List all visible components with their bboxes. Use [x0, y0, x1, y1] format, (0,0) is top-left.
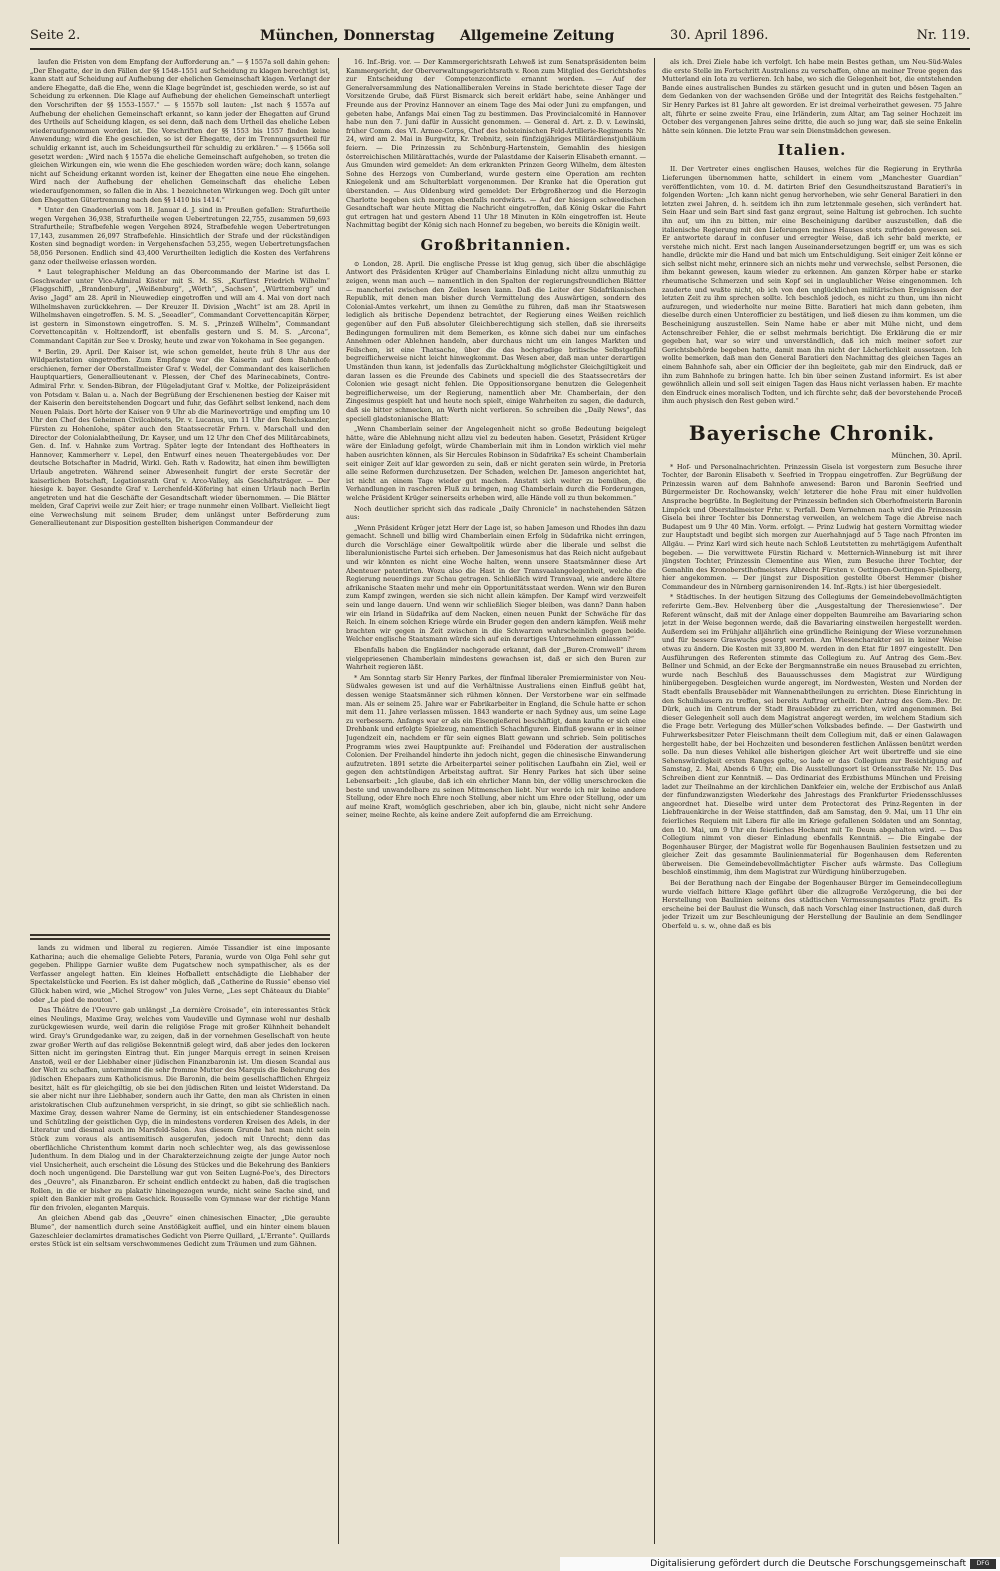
city-day: München, Donnerstag: [260, 28, 435, 44]
paragraph: * Unter den Gnadenerlaß vom 18. Januar d. J. sind in Preußen gefallen: Strafurtheile wegen Vergehen 36,938, Strafurtheile wegen Uebertretungen 22,755, zusammen 59,693 Strafurtheile; Strafbefehle wegen Vergehen 8924, Strafbefehle wegen Uebertretungen 17,143, zusammen 26,097 Strafbefehle. Hinsichtlich der Strafe und der rückständigen Kosten sind begnadigt worden: in Vergehensfachen 53,255, wegen Uebertretungsfachen 58,056 Personen. Endlich sind 43,400 Verurtheilten lediglich die Kosten des Verfahrens ganz oder theilweise erlassen worden.: [30, 206, 330, 266]
page-number: Seite 2.: [30, 28, 81, 43]
digitization-credit: [560, 1557, 1000, 1571]
paper-name: Allgemeine Zeitung: [460, 28, 615, 44]
column-1: [30, 58, 330, 928]
feuilleton-divider: [30, 938, 330, 940]
paragraph: „Wenn Präsident Krüger jetzt Herr der Lage ist, so haben Jameson und Rhodes ihn dazu gemacht. Schnell und billig wird Chamberlain einen Erfolg in Südafrika nicht erringen, durch die Vorschläge einer Gewaltpolitik würde aber die liberale und selbst die liberalunionistische Partei sich erheben. Der Jamesonismus hat das Reich nicht aufgebaut und wir könnten es nicht eine Woche halten, wenn unsere Staatsmänner diese Art Abenteuer patentirten. Wozu also die Hast in der Transvaalangelegenheit, welche die Regierung neuerdings zur Schau getragen. Schließlich wird Transvaal, wie andere ältere afrikanische Staaten mehr und mehr ein Opportunitätsstaat werden. Wenn wir den Buren zum Kampf zwingen, werden sie sich nicht allein kämpfen. Der Kampf wird verzweifelt sein und lange dauern. Und wenn wir schließlich Sieger bleiben, was dann? Dann haben wir ein Irland in Südafrika auf dem Nacken, einen neuen Punkt der Schwäche für das Reich. In einem solchen Kriege würde ein Bruder gegen den andern kämpfen. Weiß mehr brachten wir gegen in Zeit zwischen in die Schwarzen wahrscheinlich gegen beide. Welcher englische Staatsmann würde sich auf ein derartiges Unternehmen einlassen?“: [346, 523, 646, 644]
page-header: [30, 28, 970, 50]
column-2: [346, 58, 646, 1544]
paragraph: 16. Inf.-Brig. vor. — Der Kammergerichtsrath Lehweß ist zum Senatspräsidenten beim Kammergericht, der Oberverwaltungsgerichtsrath v. Roon zum Mitglied des Gerichtshofes zur Entscheidung der Competenzconflicte ernannt worden. — Auf der Generalversammlung des Nationalliberalen Vereins in Stade berichtete dieser Tage der Vorsitzende Grube, daß Fürst Bismarck sich bereit erklärt habe, seine Anhänger und Freunde aus der Provinz Hannover an einem Tage des Mai oder Juni zu empfangen, und gebeten habe, Anfangs Mai einen Tag zu bestimmen. Das Provincialcomité in Hannover habe nun den 7. Juni dafür in Aussicht genommen. — General d. Art. z. D. v. Lewinski, früher Comm. des VI. Armee-Corps, Chef des holsteinischen Feld-Artillerie-Regiments Nr. 24, wird am 2. Mai in Burgwitz, Kr. Trebnitz, sein fünfzigjähriges Militärdienstjubiläum feiern. — Die Prinzessin zu Schönburg-Hartenstein, Gemahlin des hiesigen österreichischen Militärattachés, wurde der Palastdame der Kaiserin Elisabeth ernannt. — Aus Gmunden wird gemeldet: An dem erkrankten Prinzen Georg Wilhelm, dem ältesten Sohne des Herzogs von Cumberland, wurde gestern eine Operation am rechten Kniegelenk und am Schulterblatt vorgenommen. Der Kranke hat die Operation gut überstanden. — Aus Oldenburg wird gemeldet: Der Erbgroßherzog und die Herzogin Charlotte begeben sich morgen ebenfalls nordwärts. — Auf der hiesigen schwedischen Gesandtschaft war heute Mittag die Nachricht eingetroffen, daß König Oskar die Fahrt gut ertragen hat und gestern Abend 11 Uhr 18 Minuten in Köln eingetroffen ist. Heute Nachmittag begibt der König sich nach Honnef zu begeben, wo bereits die Königin weilt.: [346, 58, 646, 230]
column-divider: [338, 58, 339, 1544]
paragraph: * Berlin, 29. April. Der Kaiser ist, wie schon gemeldet, heute früh 8 Uhr aus der Wildparkstation eingetroffen. Zum Empfange war die Kaiserin auf dem Bahnhofe erschienen, ferner der Oberstallmeister Graf v. Wedel, der Commandant des kaiserlichen Hauptquartiers, Generallieutenant v. Plessen, der Chef des Marinecabinets, Contre-Admiral Frhr. v. Senden-Bibran, der Flügeladjutant Graf v. Moltke, der Polizeipräsident von Potsdam v. Balan u. a. Nach der Begrüßung der Erschienenen bestieg der Kaiser mit der Kaiserin den bereitstehenden Dogcart und fuhr, das Gefährt selbst lenkend, nach dem Neuen Palais. Dort hörte der Kaiser von 9 Uhr ab die Marinevorträge und empfing um 10 Uhr den Chef des Geheimen Civilcabinets, Dr. v. Lucanus, um 11 Uhr den Reichskanzler, Fürsten zu Hohenlohe, später auch den Staatssecretär Frhrn. v. Marschall und den Director der Colonialabtheilung, Dr. Kayser, und um 12 Uhr den Chef des Militärcabinets, Gen. d. Inf. v. Hahnke zum Vortrag. Später legte der Intendant des Hoftheaters in Hannover, Kammerherr v. Lepel, den Entwurf eines neuen Theatergebäudes vor. Der deutsche Botschafter in Madrid, Wirkl. Geh. Rath v. Radowitz, hat einen ihm bewilligten Urlaub angetreten. Während seiner Abwesenheit fungirt der erste Secretär der kaiserlichen Botschaft, Legationsrath Graf v. Arco-Valley, als Geschäftsträger. — Der hiesige k. bayer. Gesandte Graf v. Lerchenfeld-Köfering hat einen Urlaub nach Berlin angetreten und hat die Geschäfte der Gesandtschaft wieder übernommen. — Die Blätter melden, Graf Caprivi weile zur Zeit hier; er trage nunmehr einen Vollbart. Vielleicht liegt eine Verwechslung mit seinem Bruder, dem unlängst unter Beförderung zum Generallieutenant zur Disposition gestellten bisherigen Commandeur der: [30, 347, 330, 528]
issue-date: 30. April 1896.: [670, 28, 769, 43]
paragraph: * Am Sonntag starb Sir Henry Parkes, der fünfmal liberaler Premierminister von Neu-Südwales gewesen ist und auf die Verhältnisse Australiens einen Einfluß geübt hat, dessen wenige Staatsmänner sich rühmen können. Der Verstorbene war ein selfmade man. Als er seinem 25. Jahre war er Fabrikarbeiter in England, die Schule hatte er schon mit dem 11. Jahre verlassen müssen. 1843 wanderte er nach Sydney aus, um seine Lage zu verbessern. Anfangs war er als ein Eisengießerei beschäftigt, dann kaufte er sich eine Drehbank und erfolgte Spielzeug, namentlich Schachfiguren. Einfluß gewann er in seiner Jugendzeit ein, nachdem er für sein eignes Blatt gewann und schrieb. Sein politisches Programm wies zwei Hauptpunkte auf: Freihandel und Föderation der australischen Colonien. Der Freihandel hinderte ihn jedoch nicht, gegen die chinesische Einwanderung aufzutreten. 1891 setzte die Arbeiterpartei seiner politischen Laufbahn ein Ziel, weil er gegen den achtstündigen Arbeitstag auftrat. Sir Henry Parkes hat sich über seine Lebensarbeit: „Ich glaube, daß ich ein ehrlicher Mann bin, der völlig unerschrocken die beste und unwandelbare zu seinen Mitmenschen liebt. Nur werde ich mir keine andere Stellung, oder Ehre noch Ehre noch Stellung, aber nicht um Ehre oder Stellung, oder um auf meine Kraft, womöglich geschrieben, aber ich bin, glaube, nicht nicht sehr Andere seiner, meine Rechte, als keine andere Zeit aufopfernd die am Erreichung.: [346, 673, 646, 820]
paragraph: * Städtisches. In der heutigen Sitzung des Collegiums der Gemeindebevollmächtigten referirte Gem.-Bev. Helvenberg über die „Ausgestaltung der Theresienwiese“. Der Referent wünscht, daß mit der Anlage einer doppelten Baumreihe am Bavariaring schon jetzt in der Weise begonnen werde, daß die Bavariaring einstweilen hergestellt werden. Außerdem sei im Frühjahr alljährlich eine gründliche Reinigung der Wiese vorzunehmen und für bessere Graswuchs gesorgt werden. Am Wiesencharakter sei in keiner Weise etwas zu ändern. Die Kosten mit 33,800 M. werden in den Etat für 1897 eingestellt. Den Ausführungen des Referenten stimmte das Collegium zu. Auf Antrag des Gem.-Bev. Bellner und Schmid, an der Ecke der Bergmannstraße ein neues Brausebad zu errichten, wurde nach Beschluß des Bauausschusses dem Magistrat zur Würdigung hinübergegeben. Desgleichen wurde angeregt, im Nordwesten, Westen und Norden der Stadt ebenfalls Brausebäder mit Wannenabtheilungen zu errichten. Diese Einrichtung in den Schulhäusern zu treffen, sei bereits Auftrag ertheilt. Der Antrag des Gem.-Bev. Dr. Dürk, auch im Centrum der Stadt Brausebäder zu errichten, wird angenommen. Bei dieser Gelegenheit soll auch dem Magistrat angeregt werden, im welchem Stadium sich die Frage betr. Verlegung des Müller'schen Volksbades befinde. — Der Gastwirth und Fuhrwerksbesitzer Peter Fleischmann theilt dem Collegium mit, daß er einen Galawagen hergestellt habe, der bei Hochzeiten und besonderen festlichen Anlässen benützt werden solle. Da nun dieses Vehikel alle bisherigen gleicher Art weit übertreffe und sie eine Sehenswürdigkeit ersten Ranges gelte, so lade er das Collegium zur Besichtigung auf Samstag, 2. Mai, Abends 6 Uhr, ein. Die Ausstellungsort ist Orleansstraße Nr. 15. Das Schreiben dient zur Kenntniß. — Das Ordinariat des Erzbisthums München und Freising ladet zur Theilnahme an der kirchlichen Dankfeier ein, welche der Erzbischof aus Anlaß der fünfundzwanzigsten Wiederkehr des Jahrestags des Frankfurter Friedensschlusses angeordnet hat. Dieselbe wird unter dem Protectorat des Prinz-Regenten in der Liebfrauenkirche in der Weise stattfinden, daß am Samstag, den 9. Mai, um 11 Uhr ein feierliches Requiem mit Libera für alle im Kriege gefallenen Soldaten und am Sonntag, den 10. Mai, um 9 Uhr ein feierliches Hochamt mit Te Deum abgehalten wird. — Das Collegium nimmt von dieser Einladung ebenfalls Kenntniß. — Die Eingabe der Bogenhauser Bürger, der Magistrat wolle für Bogenhausen Baulinien festsetzen und zu gleicher Zeit das gesammte Baulinienmaterial für Bogenhausen dem Referenten überweisen. Die Gemeindebevollmächtigter Fischer aufs wärmste. Das Collegium beschloß einstimmig, ihm dem Magistrat zur Würdigung hinüberzugeben.: [662, 593, 962, 877]
paragraph: als ich. Drei Ziele habe ich verfolgt. Ich habe mein Bestes gethan, um Neu-Süd-Wales die erste Stelle im Fortschritt Australiens zu verschaffen, ohne an meiner Treue gegen das Mutterland ein Iota zu verlieren. Ich habe, wo sich die Gelegenheit bot, die entstehenden Bande eines australischen Bundes zu stärken gesucht und in guten und bösen Tagen an dem Gedanken von der wachsenden Größe und der Integrität des Reichs festgehalten.“ Sir Henry Parkes ist 81 Jahre alt geworden. Er ist dreimal verheirathet gewesen. 75 Jahre alt, führte er seine zweite Frau, eine Irländerin, zum Altar, am Tag seiner Hochzeit im October des vergangenen Jahres seine dritte, die auch so jung war, daß sie seine Enkelin hätte sein können. Die letzte Frau war sein Dienstmädchen gewesen.: [662, 58, 962, 135]
paragraph: An gleichen Abend gab das „Oeuvre“ einen chinesischen Einacter, „Die geraubte Blume“, der namentlich durch seine Anstößigkeit auffiel, und ein hinter einem blauen Gazeschleier declamirtes dramatisches Gedicht von Pierre Quillard, „L'Errante“. Quillards erstes Stück ist ein seltsam verschwommenes Gedicht zum Träumen und zum Gähnen.: [30, 1214, 330, 1249]
section-title-britain: Großbritannien.: [420, 235, 572, 254]
column-3: [662, 58, 962, 1544]
feuilleton-divider: [30, 934, 330, 936]
paragraph: * Hof- und Personalnachrichten. Prinzessin Gisela ist vorgestern zum Besuche ihrer Tochter, der Baronin Elisabeth v. Seefried in Troppau eingetroffen. Zur Begrüßung der Prinzessin waren auf dem Bahnhofe anwesend: Baron und Baronin Seefried und Bürgermeister Dr. Rochowansky, welch' letzterer die hohe Frau mit einer huldvollen Ansprache begrüßte. In Begleitung der Prinzessin befinden sich Oberhofmeisterin Baronin Limpöck und Oberstallmeister Frhr. v. Perfall. Dem Vernehmen nach wird die Prinzessin Gisela bei ihrer Tochter bis Donnerstag verweilen, an welchem Tage die Abreise nach Budapest um 9 Uhr 40 Min. Vorm. erfolgt. — Prinz Ludwig hat gestern Vormittag wieder zur Hauptstadt und begibt sich morgen zur Auerhahnjagd auf 5 Tage nach Pfronten im Allgäu. — Prinz Karl wird sich heute nach Schloß Leutstetten zu mehrtägigem Aufenthalt begeben. — Die verwittwete Fürstin Richard v. Metternich-Winneburg ist mit ihrer jüngsten Tochter, Prinzessin Clementine aus Wien, zum Besuche ihrer Tochter, der Gemahlin des Kronoberstlhofmeisters Albrecht Fürsten v. Oettingen-Oettingen-Spielberg, hier angekommen. — Der jüngst zur Disposition gestellte Oberst Hemmer (bisher Commandeur des in Nürnberg garnisonirenden 14. Inf.-Rgts.) ist hier übergesiedelt.: [662, 462, 962, 591]
section-title-bavaria: Bayerische Chronik.: [688, 420, 936, 445]
paragraph: ⊙ London, 28. April. Die englische Presse ist klug genug, sich über die abschlägige Antwort des Präsidenten Krüger auf Chamberlains Einladung nicht allzu unmuthig zu zeigen, wenn man auch — namentlich in den Spalten der regierungsfreundlichen Blätter — mancherlei zwischen den Zeilen lesen kann. Daß die Leiter der Südafrikanischen Republik, mit denen man bisher durch Vermittelung des Auswärtigen, sondern des Colonial-Amtes verkehrt, um ihnen zu Gemüthe zu führen, daß man ihr Staatswesen lediglich als britische Dependenz betrachtet, der Regierung eines Weißen reichlich gegenüber auf den Fuß absoluter Gleichberechtigung sich stellen, daß sie ihrerseits Bedingungen formuliren mit dem Bemerken, es könne sich dabei nur um einfaches Annehmen oder Ablehnen handeln, aber durchaus nicht um ein langes Markten und Feilschen, ist eine Thatsache, über die das hochgradige britische Selbstgefühl begreiflicherweise nicht leicht hinwegkommt. Das Wesen aber, daß man unter derartigen Umständen thun kann, ist jedenfalls das Zurückhaltung möglichster Gleichgiltigkeit und daran lassen es die Freunde des Cabinets und speciell die des Staatssecretärs der Colonien wie gesagt nicht fehlen. Die Oppositionsorgane benutzen die Gelegenheit begreiflicherweise, um der Regierung, namentlich aber Mr. Chamberlain, der den Zingesimus gespielt hat und heute noch spielt, einige Wahrheiten zu sagen, die dadurch, daß sie bitter schmecken, an Werth nicht verlieren. So schreiben die „Daily News“, das speciell gladstonianische Blatt:: [346, 259, 646, 423]
paragraph: Das Théâtre de l'Oeuvre gab unlängst „La dernière Croisade“, ein interessantes Stück eines Neulings, Maxime Gray, welches vom Vaudeville und Gymnase wohl nur deshalb zurückgewiesen wurde, weil darin die religiöse Frage mit großer Kühnheit behandelt wird. Gray's Grundgedanke war, zu zeigen, daß in der vornehmen Gesellschaft von heute zwar großer Werth auf das religiöse Bekenntniß gelegt wird, daß aber jedes den lockeren Sitten nicht im geringsten Eintrag thut. Ein junger Marquis erregt in seinen Kreisen Anstoß, weil er der Liebhaber einer jüdischen Finanzbaronin ist. Um diesen Scandal aus der Welt zu schaffen, unternimmt die sehr fromme Mutter des Marquis die Bekehrung des jüdischen Ehepaars zum Katholicismus. Die Baronin, die beim gesellschaftlichen Ehrgeiz besitzt, hält es für gleichgiltig, ob sie bei den jüdischen Riten und leistet Widerstand. Da sie aber nicht nur ihre Liebhaber, sondern auch ihr Gatte, den man als Christen in einen aristokratischen Club aufzunehmen verspricht, in sie dringt, so gibt sie schließlich nach. Maxime Gray, dessen wahrer Name de Germiny, ist ein entschiedener Standesgenosse und Schützling der geistlichen Gyp, die in mindestens vorderen Kreisen des Adels, in der Literatur und diesmal auch im Marsfeld-Salon. Aus diesem Grunde hat man nicht sein Stück zum voraus als antisemitisch ausgerufen, jedoch mit Unrecht; denn das oberflächliche Christenthum kommt darin noch schlechter weg, als das gewissenlose Judenthum. In dem Dialog und in der Charakterzeichnung zeigte der junge Autor noch viel Unsicherheit, auch erscheint die Lösung des Stückes und die Bekehrung des Bankiers doch noch ungenügend. Die Darstellung war gut von Seiten Lugné-Poe's, des Directors des „Oeuvre“, als Finanzbaron. Er scheint endlich entdeckt zu haben, daß die tragischen Rollen, in die er bisher zu plakativ hineingezogen wurde, nicht seine Sache sind, und spielt den Bankier mit großem Geschick. Rousselle vom Gymnase war der richtige Mann für den frivolen, eleganten Marquis.: [30, 1006, 330, 1212]
paragraph: Bei der Berathung nach der Eingabe der Bogenhauser Bürger im Gemeindecollegium wurde vielfach bittere Klage geführt über die allzugroße Verzögerung, die bei der Herstellung von Baulinien seitens des städtischen Vermessungsamtes Platz greift. Es erscheine bei der Baulust die Wunsch, daß nach Vorschlag einer Instructionen, daß durch jeder Trizeit um zur Beschleunigung der Herstellung der Baulinie an dem Sendlinger Oberfeld u. s. w., ohne daß es bis: [662, 879, 962, 931]
dfg-logo: DFG: [970, 1559, 996, 1569]
section-title-italy: Italien.: [777, 141, 847, 160]
paragraph: Noch deutlicher spricht sich das radicale „Daily Chronicle“ in nachstehenden Sätzen aus:: [346, 504, 646, 522]
column-1-feuilleton: [30, 944, 330, 1544]
paragraph: * Laut telegraphischer Meldung an das Obercommando der Marine ist das I. Geschwader unter Vice-Admiral Köster mit S. M. SS. „Kurfürst Friedrich Wilhelm“ (Flaggschiff), „Brandenburg“, „Weißenburg“, „Wörth“, „Sachsen“, „Württemberg“ und Aviso „Jagd“ am 28. April in Nieuwediep eingetroffen und will am 4. Mai von dort nach Wilhelmshaven zurückkehren. — Der Kreuzer II. Division „Wacht“ ist am 28. April in Wilhelmshaven eingetroffen. S. M. S. „Seeadler“, Commandant Corvettencapitän Körper, ist gestern in Simonstown eingetroffen. S. M. S. „Prinzeß Wilhelm“, Commandant Corvettencapitän v. Holtzendorff, ist ebenfalls gestern und S. M. S. „Arcona“, Commandant Capitän zur See v. Drosky, heute und zwar von Yokohama in See gegangen.: [30, 268, 330, 345]
paragraph: Ebenfalls haben die Engländer nachgerade erkannt, daß der „Buren-Cromwell“ ihrem vielgepriesenen Chamberlain mindestens gewachsen ist, daß er sich den Buren zur Wahrheit regieren läßt.: [346, 646, 646, 672]
paragraph: „Wenn Chamberlain seiner der Angelegenheit nicht so große Bedeutung beigelegt hätte, wäre die Ablehnung nicht allzu viel zu bedeuten haben. Gesetzt, Präsident Krüger wäre der Einladung gefolgt, würde Chamberlain mit ihm in London wirklich viel mehr haben ausrichten können, als Sir Hercules Robinson in Südafrika? Es scheint Chamberlain seit einiger Zeit auf klar geworden zu sein, daß er nicht geraten sein würde, in Pretoria alle seine Reformen durchzusetzen. Der Schaden, welchen Dr. Jameson angerichtet hat, ist nicht an einem Tage wieder gut machen. Anstatt sich weiter zu bemühen, die Verhandlungen in rascheren Fluß zu bringen, mag Chamberlain durch die Forderungen, welche Präsident Krüger seinerseits erheben wird, alle Hände voll zu thun bekommen.“: [346, 425, 646, 502]
paragraph: lands zu widmen und liberal zu regieren. Aimée Tissandier ist eine imposante Katharina; auch die ehemalige Geliebte Peters, Parania, wurde von Olga Fehl sehr gut gegeben. Philippe Garnier wußte dem Pugatschew noch sympathischer, als es der Verfasser angelegt hatten. Ein kleines Hofballett entschädigte die Liebhaber der Spectakelstücke und Feerien. Es ist daher möglich, daß „Catherine de Russie“ ebenso viel Glück haben wird, wie „Michel Strogow“ von Jules Verne, „Les sept Châteaux du Diable“ oder „Le pied de mouton“.: [30, 944, 330, 1004]
paragraph: II. Der Vertreter eines englischen Hauses, welches für die Regierung in Erythräa Lieferungen übernommen hatte, schildert in einem vom „Manchester Guardian“ veröffentlichten, vom 10. d. M. datirten Brief den Gesundheitszustand Baratieri's in folgenden Worten: „Ich kann nicht genug hervorheben, wie sehr General Baratieri in den letzten zwei Jahren, d. h. seitdem ich ihn zum letztenmale gesehen, sich verändert hat. Sein Haar und sein Bart sind fast ganz ergraut, seine Haltung ist gebrochen. Ich suchte ihn auf, um ihn zu bitten, mir eine Bescheinigung darüber auszustellen, daß die italienische Regierung mit den Lieferungen meines Hauses stets zufrieden gewesen sei. Er antwortete darauf in confuser und erregter Weise, daß ich sehr bald merkte, er verstehe mich nicht. Erst nach langen Auseinandersetzungen begriff er, um was es sich handle, drückte mir die Hand und bat mich um Entschuldigung. Seit einiger Zeit könne er sich selbst nicht mehr, erinnere sich an nichts mehr und verwechsle, selbst Personen, die ihm bekannt gewesen, kaum wieder zu erkennen. Am ganzen Körper habe er starke rheumatische Schmerzen und sein Kopf sei in unglaublicher Weise eingenommen. Ich zauderte und wußte nicht, ob ich von den unglücklichen militärischen Ereignissen der letzten Zeit zu ihm sprechen sollte. Ich beschloß jedoch, es nicht zu thun, um ihn nicht aufzuregen, und wiederholte nur meine Bitte. Baratieri hat mich dann gebeten, ihm dieselbe durch einen Unterofficier zu bestätigen, und ließ diesen zu ihm kommen, um die Bescheinigung auszustellen. Sein Name habe er aber mit Mühe nicht, und dem Actenschreiber Fehler, die er selbst mehrmals berichtigt. Die Erklärung die er mir gegeben hat, war so wirr und unverständlich, daß ich mich meiner sofort zur Gerichtsbehörde begeben hatte, damit man ihn nicht der Lächerlichkeit aussetzen. Ich wollte bemerken, daß man den General Baratieri den Nachmittag des gleichen Tages an einem Bahnhofe sah, aber ein Officier der ihn begleitete, gab mir den Eindruck, daß er ihn zum Bahnhofe zu bringen hatte. Ich bin über seinen Zustand informirt. Es ist aber gewöhnlich allein und soll seit einigen Tagen das Haus nicht verlassen haben. Er machte den Eindruck eines moralisch Todten, und ich fürchte sehr, daß der bevorstehende Proceß ihm auch physisch den Rest geben wird.“: [662, 165, 962, 406]
issue-number: Nr. 119.: [916, 28, 970, 43]
paragraph: laufen die Fristen von dem Empfang der Aufforderung an.“ — § 1557a soll dahin gehen: „Der Ehegatte, der in den Fällen der §§ 1548–1551 auf Scheidung zu klagen berechtigt ist, kann statt auf Scheidung auf Aufhebung der ehelichen Gemeinschaft klagen. Verlangt der andere Ehegatte, daß die Ehe, wenn die Klage begründet ist, geschieden werde, so ist auf Scheidung zu erkennen. Die Klage auf Aufhebung der ehelichen Gemeinschaft unterliegt den Vorschriften der §§ 1553–1557.“ — § 1557b soll lauten: „Ist nach § 1557a auf Aufhebung der ehelichen Gemeinschaft erkannt, so kann jeder der Ehegatten auf Grund des Urtheils auf Scheidung klagen, es sei denn, daß nach dem Urtheil das eheliche Leben wiederaufgenommen worden ist. Die Vorschriften der §§ 1553 bis 1557 finden keine Anwendung; wird die Ehe geschieden, so ist der Ehegatte, der im Trennungsurtheil für schuldig erkannt ist, auch im Scheidungsurtheil für schuldig zu erklären.“ — § 1566a soll gesetzt werden: „Wird nach § 1557a die eheliche Gemeinschaft aufgehoben, so treten die gleichen Wirkungen ein, wie wenn die Ehe geschieden worden wäre; doch kann, solange nicht auf Scheidung erkannt worden ist, keiner der Ehegatten eine neue Ehe eingehen. Wird nach der Aufhebung der ehelichen Gemeinschaft das eheliche Leben wiederaufgenommen, so fallen die in Abs. 1 bezeichneten Wirkungen weg. Doch gilt unter den Ehegatten Gütertrennung nach den §§ 1410 bis 1414.“: [30, 58, 330, 204]
credit-text: Digitalisierung gefördert durch die Deutsche Forschungsgemeinschaft: [650, 1559, 966, 1569]
dateline: München, 30. April.: [891, 451, 962, 460]
column-divider: [654, 58, 655, 1544]
